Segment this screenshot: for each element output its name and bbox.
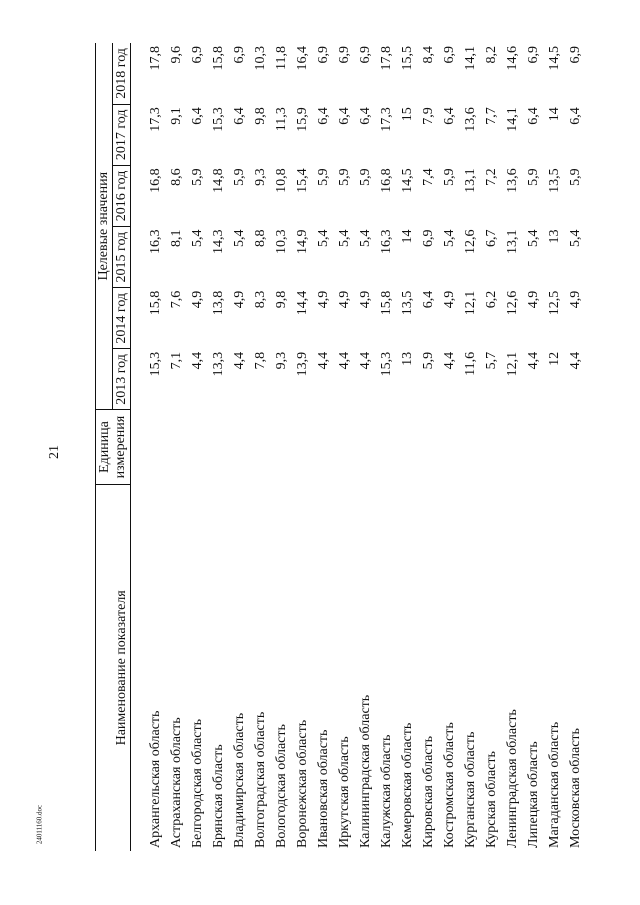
region-name: Вологодская область bbox=[273, 724, 289, 848]
value-cell: 6,9 bbox=[420, 229, 436, 248]
value-cell: 4,9 bbox=[441, 290, 457, 309]
value-cell: 14,1 bbox=[462, 46, 478, 71]
value-cell: 14,4 bbox=[294, 290, 310, 316]
value-cell: 7,7 bbox=[483, 107, 499, 125]
value-cell: 17,3 bbox=[147, 107, 163, 132]
unit-cell bbox=[355, 410, 376, 484]
value-cell: 4,9 bbox=[336, 290, 352, 309]
unit-cell bbox=[544, 410, 565, 484]
region-name: Астраханская область bbox=[168, 717, 184, 848]
value-cell: 13,5 bbox=[399, 290, 415, 316]
value-cell: 15,3 bbox=[378, 351, 394, 377]
value-cell: 6,4 bbox=[525, 107, 541, 125]
value-cell: 14,5 bbox=[546, 46, 562, 71]
value-cell: 11,6 bbox=[462, 351, 478, 376]
header-unit-line1: Единица bbox=[97, 421, 112, 473]
value-cell: 13,6 bbox=[462, 107, 478, 132]
value-cell: 9,8 bbox=[273, 290, 289, 309]
value-cell: 15,8 bbox=[147, 290, 163, 316]
value-cell: 15,8 bbox=[210, 46, 226, 71]
table-row bbox=[565, 43, 586, 851]
value-cell: 5,4 bbox=[525, 229, 541, 248]
table-row bbox=[131, 43, 167, 851]
value-cell: 6,4 bbox=[189, 107, 205, 125]
value-cell: 5,9 bbox=[336, 168, 352, 186]
value-cell: 4,4 bbox=[525, 351, 541, 370]
value-cell: 13,1 bbox=[462, 168, 478, 193]
table-row bbox=[523, 43, 544, 851]
value-cell: 10,8 bbox=[273, 168, 289, 193]
unit-cell bbox=[397, 410, 418, 484]
unit-cell bbox=[460, 410, 481, 484]
value-cell: 5,4 bbox=[189, 229, 205, 248]
region-name: Костромская область bbox=[441, 722, 457, 848]
region-name: Воронежская область bbox=[294, 719, 310, 848]
value-cell: 13,5 bbox=[546, 168, 562, 193]
value-cell: 6,4 bbox=[357, 107, 373, 125]
value-cell: 13,8 bbox=[210, 290, 226, 316]
region-name: Архангельская область bbox=[147, 710, 163, 848]
value-cell: 6,4 bbox=[315, 107, 331, 125]
value-cell: 15,3 bbox=[147, 351, 163, 377]
value-cell: 10,3 bbox=[273, 229, 289, 255]
region-name: Ивановская область bbox=[315, 729, 331, 848]
unit-cell bbox=[313, 410, 334, 484]
value-cell: 14,1 bbox=[504, 107, 520, 132]
value-cell: 7,2 bbox=[483, 168, 499, 186]
value-cell: 16,3 bbox=[378, 229, 394, 255]
region-name: Московская область bbox=[567, 728, 583, 848]
region-name: Калужская область bbox=[378, 734, 394, 848]
value-cell: 4,4 bbox=[567, 351, 583, 370]
value-cell: 9,1 bbox=[168, 107, 184, 125]
value-cell: 5,4 bbox=[357, 229, 373, 248]
table-row bbox=[334, 43, 355, 851]
region-name: Курганская область bbox=[462, 731, 478, 848]
value-cell: 6,9 bbox=[525, 46, 541, 64]
region-name: Магаданская область bbox=[546, 721, 562, 848]
value-cell: 16,3 bbox=[147, 229, 163, 255]
value-cell: 14,8 bbox=[210, 168, 226, 193]
unit-cell bbox=[187, 410, 208, 484]
value-cell: 6,4 bbox=[336, 107, 352, 125]
value-cell: 13 bbox=[399, 351, 415, 366]
value-cell: 8,1 bbox=[168, 229, 184, 248]
value-cell: 6,9 bbox=[315, 46, 331, 64]
value-cell: 8,6 bbox=[168, 168, 184, 186]
unit-cell bbox=[418, 410, 439, 484]
unit-cell bbox=[376, 410, 397, 484]
header-unit-line2: измерения bbox=[113, 415, 128, 479]
region-name: Калининградская область bbox=[357, 694, 373, 848]
value-cell: 7,6 bbox=[168, 290, 184, 309]
table-row bbox=[166, 43, 187, 851]
value-cell: 15,4 bbox=[294, 168, 310, 193]
page-number: 21 bbox=[47, 445, 62, 459]
value-cell: 11,3 bbox=[273, 107, 289, 132]
unit-cell bbox=[208, 410, 229, 484]
value-cell: 6,2 bbox=[483, 290, 499, 309]
unit-cell bbox=[166, 410, 187, 484]
value-cell: 7,4 bbox=[420, 168, 436, 186]
value-cell: 14,6 bbox=[504, 46, 520, 71]
value-cell: 13,1 bbox=[504, 229, 520, 255]
value-cell: 16,8 bbox=[378, 168, 394, 193]
value-cell: 6,9 bbox=[231, 46, 247, 64]
table-row bbox=[376, 43, 397, 851]
table-row bbox=[229, 43, 250, 851]
value-cell: 5,9 bbox=[420, 351, 436, 370]
value-cell: 14,5 bbox=[399, 168, 415, 193]
value-cell: 6,4 bbox=[567, 107, 583, 125]
value-cell: 4,9 bbox=[315, 290, 331, 309]
table-row bbox=[439, 43, 460, 851]
value-cell: 5,4 bbox=[315, 229, 331, 248]
value-cell: 17,3 bbox=[378, 107, 394, 132]
value-cell: 13,9 bbox=[294, 351, 310, 377]
value-cell: 8,4 bbox=[420, 46, 436, 64]
value-cell: 13,3 bbox=[210, 351, 226, 377]
value-cell: 4,4 bbox=[357, 351, 373, 370]
value-cell: 14 bbox=[546, 107, 562, 122]
region-name: Курская область bbox=[483, 751, 499, 848]
unit-cell bbox=[292, 410, 313, 484]
value-cell: 6,9 bbox=[567, 46, 583, 64]
region-name: Владимирская область bbox=[231, 712, 247, 848]
value-cell: 12,1 bbox=[462, 290, 478, 316]
value-cell: 12 bbox=[546, 351, 562, 366]
value-cell: 5,9 bbox=[441, 168, 457, 186]
value-cell: 5,9 bbox=[357, 168, 373, 186]
unit-cell bbox=[481, 410, 502, 484]
value-cell: 17,8 bbox=[147, 46, 163, 71]
value-cell: 6,9 bbox=[189, 46, 205, 64]
table-row bbox=[502, 43, 523, 851]
unit-cell bbox=[439, 410, 460, 484]
region-name: Кировская область bbox=[420, 735, 436, 848]
table-row bbox=[418, 43, 439, 851]
value-cell: 5,9 bbox=[189, 168, 205, 186]
value-cell: 5,9 bbox=[231, 168, 247, 186]
value-cell: 13,6 bbox=[504, 168, 520, 193]
value-cell: 6,4 bbox=[231, 107, 247, 125]
value-cell: 14 bbox=[399, 229, 415, 244]
value-cell: 12,6 bbox=[462, 229, 478, 255]
value-cell: 4,4 bbox=[441, 351, 457, 370]
value-cell: 5,9 bbox=[567, 168, 583, 186]
value-cell: 17,8 bbox=[378, 46, 394, 71]
table-row bbox=[250, 43, 271, 851]
value-cell: 16,4 bbox=[294, 46, 310, 71]
value-cell: 5,9 bbox=[315, 168, 331, 186]
value-cell: 9,8 bbox=[252, 107, 268, 125]
header-year-2016: 2016 год bbox=[113, 165, 131, 226]
unit-cell bbox=[131, 410, 167, 484]
value-cell: 14,3 bbox=[210, 229, 226, 255]
table-row bbox=[292, 43, 313, 851]
indicator-table-container bbox=[95, 43, 583, 851]
value-cell: 5,9 bbox=[525, 168, 541, 186]
value-cell: 8,2 bbox=[483, 46, 499, 64]
value-cell: 5,4 bbox=[441, 229, 457, 248]
header-indicator-name: Наименование показателя bbox=[96, 484, 131, 851]
value-cell: 15,3 bbox=[210, 107, 226, 132]
table-row bbox=[187, 43, 208, 851]
value-cell: 14,9 bbox=[294, 229, 310, 255]
value-cell: 6,4 bbox=[420, 290, 436, 309]
table-body bbox=[131, 43, 587, 851]
header-unit bbox=[96, 410, 131, 484]
header-year-2018: 2018 год bbox=[113, 43, 131, 104]
value-cell: 4,9 bbox=[357, 290, 373, 309]
value-cell: 6,9 bbox=[357, 46, 373, 64]
region-name: Липецкая область bbox=[525, 741, 541, 848]
value-cell: 15,9 bbox=[294, 107, 310, 132]
value-cell: 12,1 bbox=[504, 351, 520, 377]
value-cell: 7,1 bbox=[168, 351, 184, 370]
value-cell: 6,4 bbox=[441, 107, 457, 125]
value-cell: 7,8 bbox=[252, 351, 268, 370]
value-cell: 4,9 bbox=[189, 290, 205, 309]
table-row bbox=[355, 43, 376, 851]
table-row bbox=[313, 43, 334, 851]
value-cell: 4,9 bbox=[567, 290, 583, 309]
value-cell: 9,3 bbox=[252, 168, 268, 186]
value-cell: 9,3 bbox=[273, 351, 289, 370]
value-cell: 12,6 bbox=[504, 290, 520, 316]
header-year-2015: 2015 год bbox=[113, 227, 131, 288]
value-cell: 13 bbox=[546, 229, 562, 244]
unit-cell bbox=[502, 410, 523, 484]
region-name: Волгоградская область bbox=[252, 711, 268, 848]
value-cell: 15,5 bbox=[399, 46, 415, 71]
table-row bbox=[397, 43, 418, 851]
unit-cell bbox=[250, 410, 271, 484]
table-row bbox=[481, 43, 502, 851]
value-cell: 4,9 bbox=[525, 290, 541, 309]
table-row bbox=[271, 43, 292, 851]
region-name: Иркутская область bbox=[336, 736, 352, 848]
unit-cell bbox=[565, 410, 586, 484]
region-name: Ленинградская область bbox=[504, 709, 520, 848]
table-row bbox=[544, 43, 565, 851]
header-target-values: Целевые значения bbox=[96, 43, 113, 410]
value-cell: 16,8 bbox=[147, 168, 163, 193]
value-cell: 12,5 bbox=[546, 290, 562, 316]
header-year-2017: 2017 год bbox=[113, 104, 131, 165]
indicator-table bbox=[95, 43, 586, 851]
value-cell: 4,4 bbox=[315, 351, 331, 370]
value-cell: 4,4 bbox=[336, 351, 352, 370]
value-cell: 7,9 bbox=[420, 107, 436, 125]
unit-cell bbox=[523, 410, 544, 484]
value-cell: 8,8 bbox=[252, 229, 268, 248]
value-cell: 8,3 bbox=[252, 290, 268, 309]
region-name: Кемеровская область bbox=[399, 722, 415, 848]
value-cell: 6,9 bbox=[441, 46, 457, 64]
value-cell: 5,7 bbox=[483, 351, 499, 370]
value-cell: 4,9 bbox=[231, 290, 247, 309]
header-year-2014: 2014 год bbox=[113, 288, 131, 349]
unit-cell bbox=[229, 410, 250, 484]
region-name: Белгородская область bbox=[189, 718, 205, 848]
value-cell: 15 bbox=[399, 107, 415, 122]
value-cell: 5,4 bbox=[336, 229, 352, 248]
value-cell: 5,4 bbox=[567, 229, 583, 248]
value-cell: 6,7 bbox=[483, 229, 499, 248]
table-row bbox=[460, 43, 481, 851]
value-cell: 4,4 bbox=[231, 351, 247, 370]
value-cell: 9,6 bbox=[168, 46, 184, 64]
region-name: Брянская область bbox=[210, 744, 226, 848]
value-cell: 11,8 bbox=[273, 46, 289, 70]
unit-cell bbox=[271, 410, 292, 484]
value-cell: 6,9 bbox=[336, 46, 352, 64]
footer-filename: 24011160.doc bbox=[35, 804, 44, 845]
value-cell: 10,3 bbox=[252, 46, 268, 71]
value-cell: 15,8 bbox=[378, 290, 394, 316]
unit-cell bbox=[334, 410, 355, 484]
value-cell: 5,4 bbox=[231, 229, 247, 248]
value-cell: 4,4 bbox=[189, 351, 205, 370]
header-year-2013: 2013 год bbox=[113, 349, 131, 410]
table-row bbox=[208, 43, 229, 851]
